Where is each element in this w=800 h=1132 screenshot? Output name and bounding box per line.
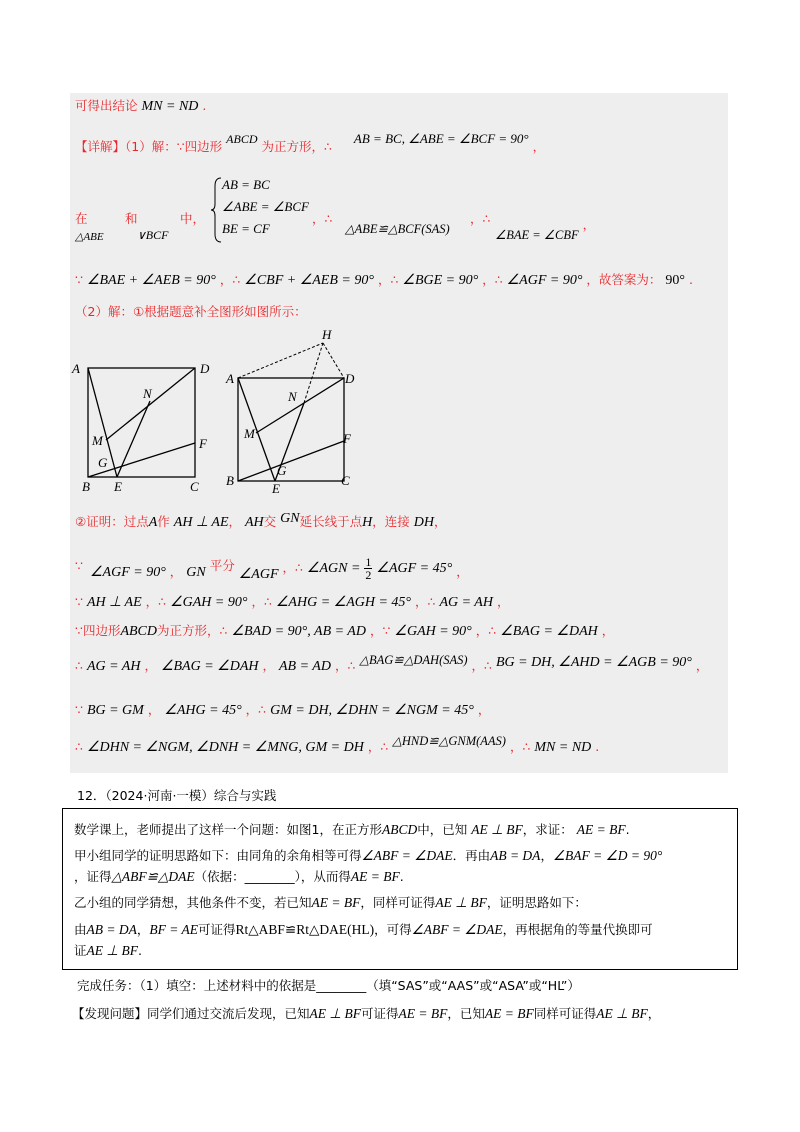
proof-line-7 — [75, 734, 600, 757]
proof-line-6 — [75, 701, 490, 720]
part2-heading: （2）解：①根据题意补全图形如图所示： — [75, 304, 307, 319]
math: ∠BAG = ∠DAH — [160, 659, 259, 674]
text: ， — [228, 514, 242, 529]
math: AB = DA — [490, 848, 541, 863]
text-zhong — [180, 210, 205, 228]
math: ∠ABF = ∠DAE — [361, 848, 453, 863]
detail-line-3 — [75, 271, 693, 290]
box-line-4 — [74, 893, 587, 911]
text: ， — [456, 564, 469, 579]
problem-box — [62, 808, 738, 970]
discover-line — [72, 1004, 660, 1022]
math: Rt△ABF≌Rt△DAE(HL) — [235, 922, 375, 937]
text: ，∵ — [369, 623, 391, 638]
fraction-half — [364, 556, 372, 581]
text: ，∴ — [219, 272, 241, 287]
text: ，∴ — [415, 594, 436, 609]
text: ，∴ — [482, 272, 503, 287]
math: △ABE — [75, 231, 104, 243]
math: AB = AD — [278, 659, 331, 674]
math: GM = DH, ∠DHN = ∠NGM = 45° — [270, 703, 474, 718]
math: ABCD — [226, 132, 258, 146]
text: 可证得 — [361, 1006, 399, 1021]
text: ．再由 — [452, 848, 491, 863]
math: ∠AHG = 45° — [164, 703, 242, 718]
text: ，∴ — [470, 211, 491, 226]
text-so — [470, 210, 490, 228]
math: △HND≌△GNM(AAS) — [392, 734, 506, 748]
label-d: D — [345, 371, 355, 386]
text: ， — [262, 658, 275, 673]
task-line — [77, 976, 580, 994]
math: AE ⊥ BF — [471, 822, 523, 837]
proof-line-5 — [75, 653, 709, 676]
label-b: B — [82, 479, 90, 494]
angle-equality — [495, 217, 596, 244]
math: ∠GAH = 90° — [170, 595, 248, 610]
math: AE = BF — [311, 895, 361, 910]
text: ∵ — [75, 702, 83, 717]
label-e: E — [272, 481, 280, 495]
text: 数学课上，老师提出了这样一个问题：如图1，在正方形 — [74, 822, 382, 837]
math: ∠AGN = — [306, 561, 361, 576]
math: AE ⊥ BF — [435, 895, 487, 910]
detail-tag: 【详解】（1）解：∵四边形 — [75, 139, 223, 154]
text: ， — [169, 564, 183, 579]
conclusion-line — [75, 97, 206, 116]
question-12-header: 12．（2024·河南·一模）综合与实践 — [77, 788, 277, 803]
math: ∠AGF = 45° — [376, 561, 453, 576]
label-g: G — [277, 463, 287, 478]
text: ，再根据角的等量代换即可 — [502, 922, 653, 937]
text: ，证明思路如下： — [486, 895, 587, 910]
text: ，∴ — [377, 272, 399, 287]
text: ，可得 — [374, 922, 412, 937]
congruence-abe-bcf — [345, 220, 450, 238]
text: ，∴ — [312, 211, 333, 226]
text: ②证明：过点 — [75, 514, 149, 529]
proof-line-2b — [90, 555, 469, 585]
text: 乙小组的同学猜想，其他条件不变，若已知 — [74, 895, 312, 910]
text: ， — [582, 217, 596, 232]
box-line-5 — [74, 920, 653, 938]
text: ， — [647, 1006, 661, 1021]
math: BF = AE — [149, 922, 198, 937]
text: （依据：________），从而得 — [194, 869, 351, 884]
text: ， — [695, 658, 709, 673]
math: BG = DH, ∠AHD = ∠AGB = 90° — [495, 655, 692, 670]
text: 可得出结论 — [75, 98, 138, 113]
text: ∵ — [75, 594, 83, 609]
label-m: M — [244, 426, 255, 441]
text: 为正方形，∴ — [157, 623, 228, 638]
label-n: N — [288, 389, 297, 404]
math: AH ⊥ AE — [173, 515, 229, 530]
text: 中，已知 — [417, 822, 468, 837]
text: . — [202, 98, 207, 113]
text: 平分 — [209, 558, 235, 573]
math: ∠BAE + ∠AEB = 90° — [86, 273, 216, 288]
math: AG = AH — [439, 595, 493, 610]
math: ∠DHN = ∠NGM, ∠DNH = ∠MNG, GM = DH — [86, 740, 364, 755]
text: ，∴ — [367, 739, 389, 754]
text: ，∴ — [145, 594, 167, 609]
math: GN — [280, 511, 300, 526]
text: 中， — [180, 211, 206, 226]
tri-bcf — [137, 226, 168, 244]
box-line-6 — [74, 941, 142, 959]
denominator: 2 — [365, 568, 372, 582]
math: AE ⊥ BF — [309, 1006, 362, 1021]
text: ，∴ — [251, 594, 272, 609]
figure-2 — [222, 325, 372, 495]
math: DH — [413, 515, 434, 530]
text: ∵ — [75, 272, 83, 287]
text: 延长线于点 — [299, 514, 363, 529]
text: 完成任务：（1）填空：上述材料中的依据是________（填“SAS”或“AAS”或“ASA”或“HL”） — [77, 978, 580, 993]
math: ∨BCF — [137, 228, 169, 242]
label-a: A — [72, 361, 80, 376]
text: ， — [540, 848, 553, 863]
text: . — [625, 822, 630, 837]
math: ∠BAG = ∠DAH — [500, 624, 598, 639]
text: ，同样可证得 — [360, 895, 436, 910]
text: ， — [496, 594, 510, 609]
text: ，∴ — [509, 739, 531, 754]
text: ， — [136, 922, 150, 937]
text: 作 — [157, 514, 170, 529]
box-line-2 — [74, 846, 662, 864]
text: ，∴ — [282, 560, 303, 575]
text: 交 — [263, 514, 277, 529]
math: ABCD — [381, 822, 418, 837]
math: ∠BAE = ∠CBF — [495, 228, 579, 242]
text: ∵ — [75, 558, 83, 573]
math: MN = ND — [141, 99, 199, 114]
math: ∠BGE = 90° — [402, 273, 479, 288]
proof-line-4 — [75, 622, 614, 641]
box-line-1 — [74, 820, 630, 838]
math: AH — [245, 515, 264, 530]
label-m: M — [92, 433, 103, 448]
text: ， — [144, 658, 157, 673]
label-f: F — [199, 436, 207, 451]
math: ∠CBF + ∠AEB = 90° — [244, 273, 374, 288]
text: ， — [434, 514, 447, 529]
detail-line-1 — [75, 131, 546, 156]
text: ∴ — [75, 739, 83, 754]
text: 在 — [75, 211, 88, 226]
math: ∠ABF = ∠DAE — [411, 922, 503, 937]
text: ，∴ — [245, 702, 267, 717]
math: AE ⊥ BF — [596, 1006, 648, 1021]
label-b: B — [226, 473, 234, 488]
math: AB = DA — [86, 922, 137, 937]
math: AE = BF — [576, 822, 626, 837]
math: ABCD — [120, 624, 158, 639]
text: 和 — [125, 211, 138, 226]
math: AG = AH — [86, 659, 141, 674]
figure-1 — [70, 355, 220, 495]
system-row-3: BE = CF — [222, 221, 270, 236]
label-d: D — [200, 361, 210, 376]
math: △ABF≌△DAE — [111, 869, 195, 884]
text: ，求证： — [522, 822, 573, 837]
math: AE = BF — [398, 1006, 448, 1021]
text: . — [138, 943, 142, 958]
label-n: N — [143, 386, 152, 401]
math: ∠BAF = ∠D = 90° — [552, 848, 663, 863]
math: ∠BAD = 90°, AB = AD — [231, 624, 366, 639]
text: ，证得 — [74, 869, 112, 884]
math: 90° — [665, 273, 686, 288]
text: ，故答案为： — [586, 272, 662, 287]
text: ∴ — [75, 658, 83, 673]
text: ，∴ — [475, 623, 497, 638]
math: AB = BC, ∠ABE = ∠BCF = 90° — [353, 131, 529, 146]
math: GN — [186, 565, 206, 580]
math: A — [148, 515, 158, 530]
text: 证 — [74, 943, 87, 958]
text: ， — [477, 702, 491, 717]
text: ， — [601, 623, 615, 638]
math: AE = BF — [484, 1006, 534, 1021]
label-a: A — [226, 371, 234, 386]
math: △ABE≌△BCF(SAS) — [345, 222, 450, 236]
math: ∠AHG = ∠AGH = 45° — [275, 595, 412, 610]
text: 为正方形，∴ — [261, 139, 332, 154]
text: 同样可证得 — [533, 1006, 597, 1021]
proof-line-3 — [75, 593, 509, 612]
label-f: F — [343, 431, 351, 446]
text: ，∴ — [334, 658, 356, 673]
label-h: H — [322, 327, 332, 342]
label-c: C — [341, 473, 350, 488]
text: ， — [532, 139, 546, 154]
text: 由 — [74, 922, 87, 937]
box-line-3 — [74, 867, 404, 885]
text-he — [125, 210, 138, 228]
label-c: C — [190, 479, 199, 494]
text: ∵四边形 — [75, 623, 121, 638]
math: AE ⊥ BF — [86, 943, 139, 958]
math: ∠GAH = 90° — [394, 624, 472, 639]
tri-abe — [75, 228, 104, 246]
text: ， — [147, 702, 161, 717]
text: . — [399, 869, 404, 884]
math: BG = GM — [86, 703, 144, 718]
text: 【发现问题】同学们通过交流后发现，已知 — [72, 1006, 310, 1021]
proof-line-2 — [75, 557, 83, 575]
label-g: G — [98, 455, 108, 470]
system-row-2: ∠ABE = ∠BCF — [222, 199, 309, 214]
detail-line-2 — [75, 210, 88, 228]
label-e: E — [114, 479, 122, 494]
math: AH ⊥ AE — [86, 595, 142, 610]
text: 甲小组同学的证明思路如下：由同角的余角相等可得 — [74, 848, 362, 863]
math: H — [362, 515, 373, 530]
text: ，连接 — [372, 514, 410, 529]
text: 可证得 — [198, 922, 236, 937]
text: . — [689, 272, 693, 287]
system-row-1: AB = BC — [222, 177, 270, 192]
congruence-line — [312, 210, 332, 228]
math: ∠AGF — [238, 567, 279, 582]
math: MN = ND — [534, 740, 592, 755]
math: ∠AGF = 90° — [506, 273, 583, 288]
math: △BAG≌△DAH(SAS) — [359, 653, 468, 667]
math: AE = BF — [350, 869, 400, 884]
math: ∠AGF = 90° — [90, 565, 166, 580]
proof-line-1 — [75, 513, 447, 532]
text: ，∴ — [471, 658, 492, 673]
text: . — [595, 739, 600, 754]
text: ，已知 — [447, 1006, 485, 1021]
numerator: 1 — [365, 555, 372, 569]
